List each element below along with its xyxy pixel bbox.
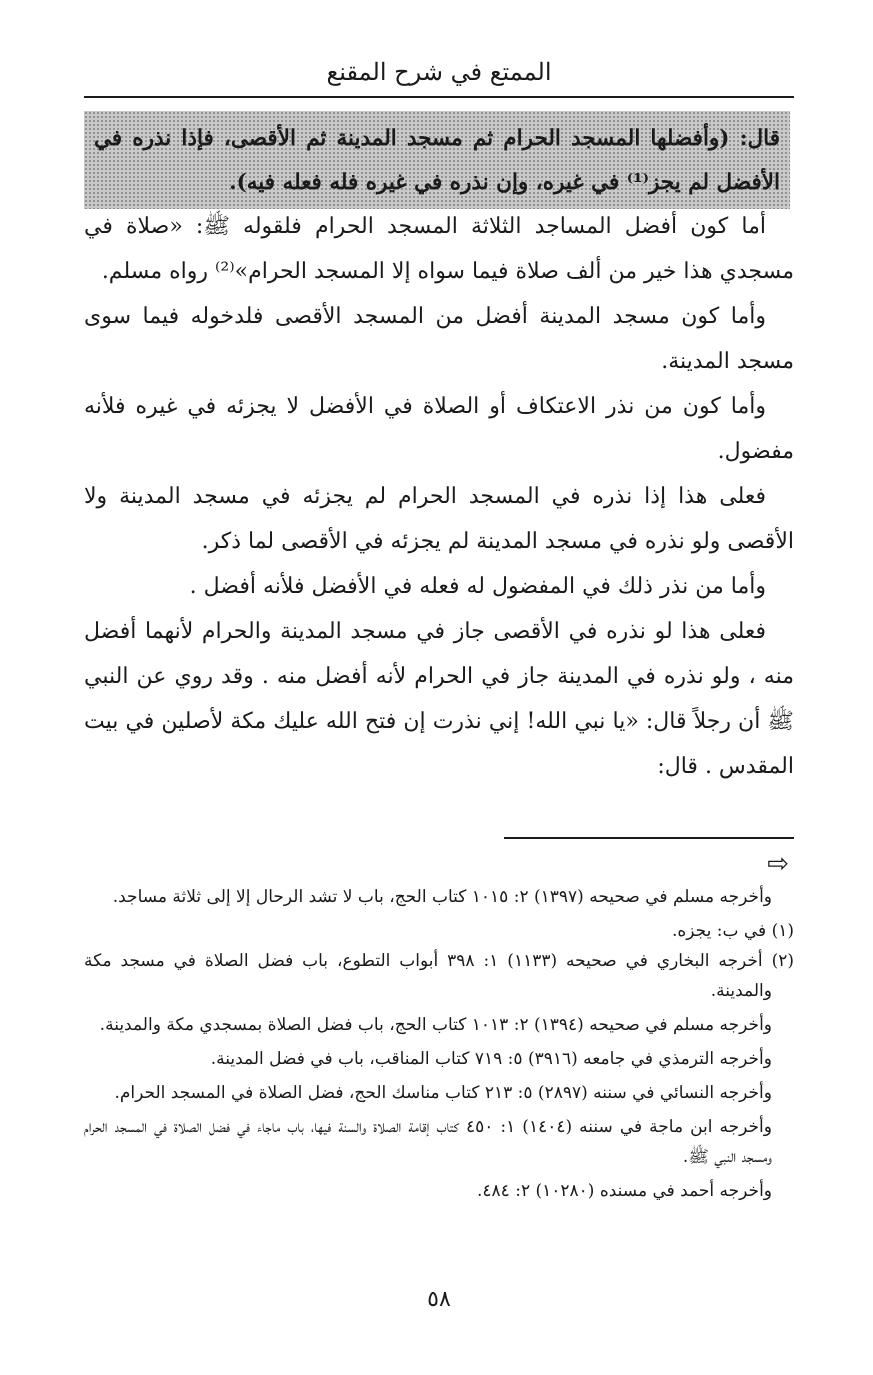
page-number: ٥٨: [427, 1287, 451, 1312]
footnote-2-tirmidhi: وأخرجه الترمذي في جامعه (٣٩١٦) ٥: ٧١٩ كتاب المناقب، باب في فضل المدينة.: [210, 1049, 772, 1069]
footnote-continuation: وأخرجه مسلم في صحيحه (١٣٩٧) ٢: ١٠١٥ كتاب الحج، باب لا تشد الرحال إلا إلى ثلاثة مساجد.: [112, 887, 772, 907]
paragraph-6: فعلى هذا لو نذره في الأقصى جاز في مسجد المدينة والحرام لأنهما أفضل منه ، ولو نذره في المدينة جاز في الحرام لأنه أفضل منه . وقد روي عن النبي ﷺ أن رجلاً قال: «يا نبي الله! إني نذرت إن فتح الله عليك مكة لأصلين في بيت المقدس . قال:: [84, 619, 794, 779]
footnote-1: (١) في ب: يجزه.: [671, 921, 794, 941]
footnote-2-ahmad: وأخرجه أحمد في مسنده (١٠٢٨٠) ٢: ٤٨٤.: [477, 1181, 772, 1201]
paragraph-4: فعلى هذا إذا نذره في المسجد الحرام لم يجزئه في مسجد المدينة ولا الأقصى ولو نذره في مسجد المدينة لم يجزئه في الأقصى لما ذكر.: [84, 484, 794, 554]
paragraph-5: وأما من نذر ذلك في المفضول له فعله في الأفضل فلأنه أفضل .: [189, 574, 766, 599]
footnote-2-nasai: وأخرجه النسائي في سننه (٢٨٩٧) ٥: ٢١٣ كتاب مناسك الحج، فضل الصلاة في المسجد الحرام.: [114, 1083, 772, 1103]
paragraph-2: وأما كون مسجد المدينة أفضل من المسجد الأقصى فلدخوله فيما سوى مسجد المدينة.: [84, 304, 794, 374]
continuation-arrow-icon: ⇨: [767, 849, 789, 879]
footnote-2-ibn-majah: وأخرجه ابن ماجة في سننه (١٤٠٤) ١: ٤٥٠ كتاب إقامة الصلاة والسنة فيها، باب ماجاء في فضل الصلاة في المسجد الحرام ومسجد النبي ﷺ.: [84, 1117, 772, 1167]
paragraph-1: أما كون أفضل المساجد الثلاثة المسجد الحرام فلقوله ﷺ: «صلاة في مسجدي هذا خير من ألف صلاة فيما سواه إلا المسجد الحرام»⁽²⁾ رواه مسلم.: [84, 214, 794, 284]
footnote-separator: [504, 837, 794, 839]
footnotes: [84, 882, 794, 1206]
footnote-2-muslim: وأخرجه مسلم في صحيحه (١٣٩٤) ٢: ١٠١٣ كتاب الحج، باب فضل الصلاة بمسجدي مكة والمدينة.: [99, 1015, 772, 1035]
footnote-2: (٢) أخرجه البخاري في صحيحه (١١٣٣) ١: ٣٩٨ أبواب التطوع، باب فضل الصلاة في مسجد مكة والمدينة.: [84, 951, 794, 1001]
running-title: الممتع في شرح المقنع: [326, 58, 552, 86]
header-rule: [84, 96, 794, 98]
quoted-matn-block: قال: (وأفضلها المسجد الحرام ثم مسجد المدينة ثم الأقصى، فإذا نذره في الأفضل لم يجز⁽¹⁾ في غيره، وإن نذره في غيره فله فعله فيه).: [84, 111, 790, 209]
paragraph-3: وأما كون من نذر الاعتكاف أو الصلاة في الأفضل لا يجزئه في غيره فلأنه مفضول.: [84, 394, 794, 464]
main-text: [84, 204, 794, 789]
